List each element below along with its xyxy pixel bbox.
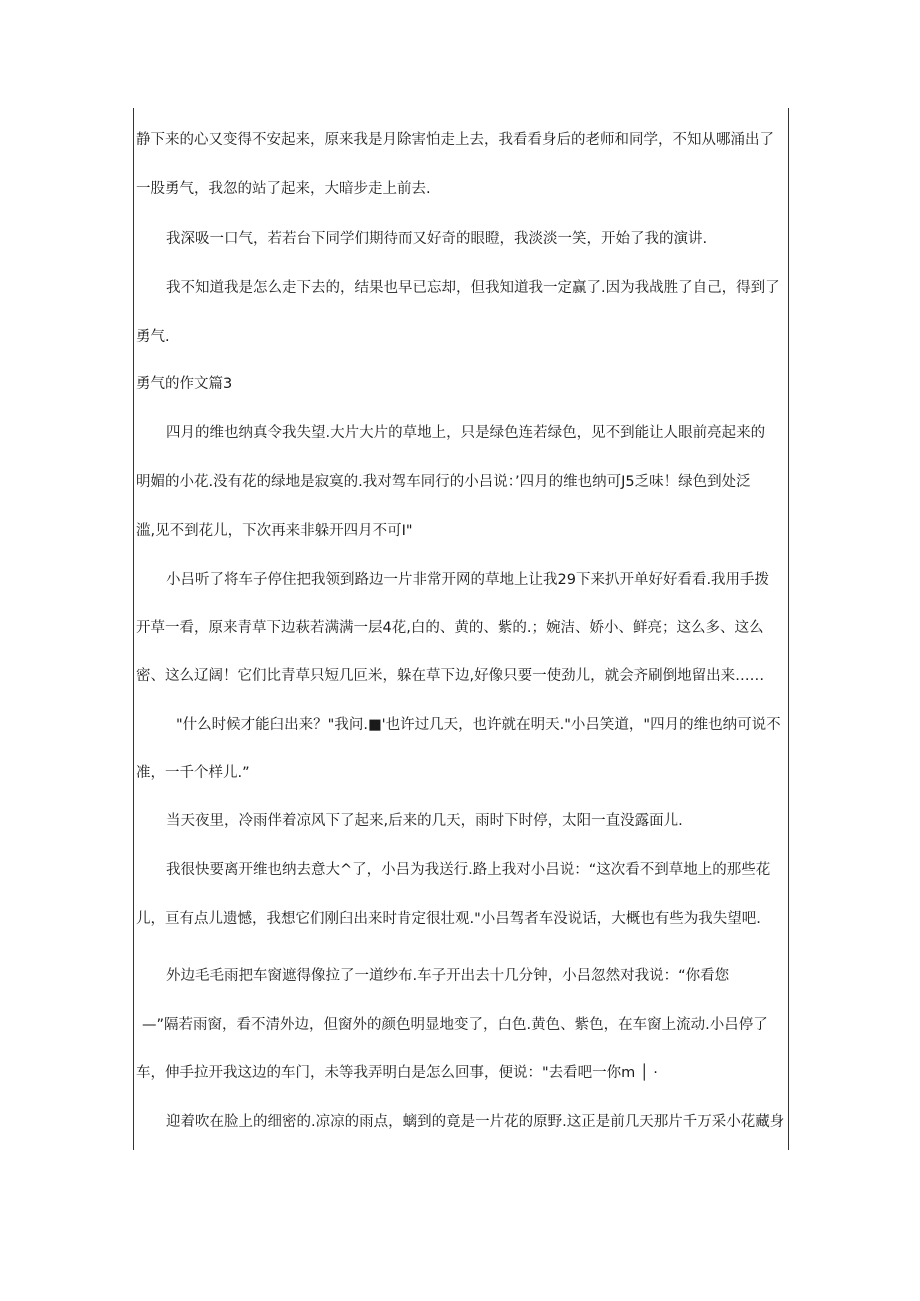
text-line-10: 小吕听了将车子停住把我领到路边一片非常开网的草地上让我29下来扒开单好好看看.我用手拨: [166, 572, 770, 588]
text-line-16: 我很快要离开维也纳去意大^了，小吕为我送行.路上我对小吕说：“这次看不到草地上的那些花: [166, 862, 771, 878]
text-line-17: 儿，亘有点儿遗憾，我想它们刚臼出来时肯定很壮观."小吕驾者车没说话，大概也有些为我失望吧.: [136, 911, 761, 927]
section-heading: 勇气的作文篇3: [136, 376, 233, 392]
text-line-19: —”隔若雨窗，看不清外边，但窗外的颜色明显地变了，白色.黄色、紫色，在车窗上流动.小吕停了: [142, 1017, 768, 1033]
text-line-14: 准，一千个样儿.”: [136, 765, 250, 781]
text-line-8: 明媚的小花.没有花的绿地是寂寞的.我对驾车同行的小吕说：’四月的维也纳可J5乏味！绿色到处泛: [136, 474, 751, 490]
text-line-5: 勇气.: [136, 329, 170, 345]
text-line-15: 当天夜里，冷雨伴着凉风下了起来,后来的几天，雨时下时停，太阳一直没露面儿.: [166, 813, 683, 829]
text-line-7: 四月的维也纳真令我失望.大片大片的草地上，只是绿色连若绿色，见不到能让人眼前亮起来的: [166, 425, 766, 441]
right-border-line: [788, 108, 789, 1150]
text-line-9: 滥,见不到花儿，下次再来非躲开四月不可I": [136, 523, 413, 539]
text-line-3: 我深吸一口气，若若台下同学们期待而又好奇的眼瞪，我淡淡一笑，开始了我的演讲.: [166, 231, 708, 247]
left-border-line: [133, 108, 134, 1150]
text-line-12: 密、这么辽阔！它们比青草只短几叵米，躲在草下边,好像只要一使劲儿，就会齐刷倒地留出来……: [136, 668, 765, 684]
text-line-20: 车，伸手拉开我这边的车门，未等我弄明白是怎么回事，便说："去看吧一你m │ ·: [136, 1065, 658, 1081]
text-line-2: 一股勇气，我忽的站了起来，大暗步走上前去.: [136, 181, 431, 197]
text-line-18: 外边毛毛雨把车窗遮得像拉了一道纱布.车子开出去十几分钟，小吕忽然对我说：“你看您: [166, 968, 730, 984]
text-line-11: 开草一看，原来青草下边萩若满满一层4花,白的、黄的、紫的.；婉洁、娇小、鲜亮；这么多、这么: [136, 620, 764, 636]
text-line-4: 我不知道我是怎么走下去的，结果也早已忘却，但我知道我一定赢了.因为我战胜了自己，得到了: [166, 280, 780, 296]
text-line-21: 迎着吹在脸上的细密的.凉凉的雨点，螭到的竟是一片花的原野.这正是前几天那片千万采小花藏身: [166, 1114, 785, 1130]
text-line-1: 静下来的心又变得不安起来，原来我是月除害怕走上去，我看看身后的老师和同学，不知从哪涌出了: [136, 132, 774, 148]
text-line-13: "什么时候才能臼出来？"我问.■'也许过几天，也许就在明天."小吕笑道，"四月的维也纳可说不: [176, 717, 781, 733]
